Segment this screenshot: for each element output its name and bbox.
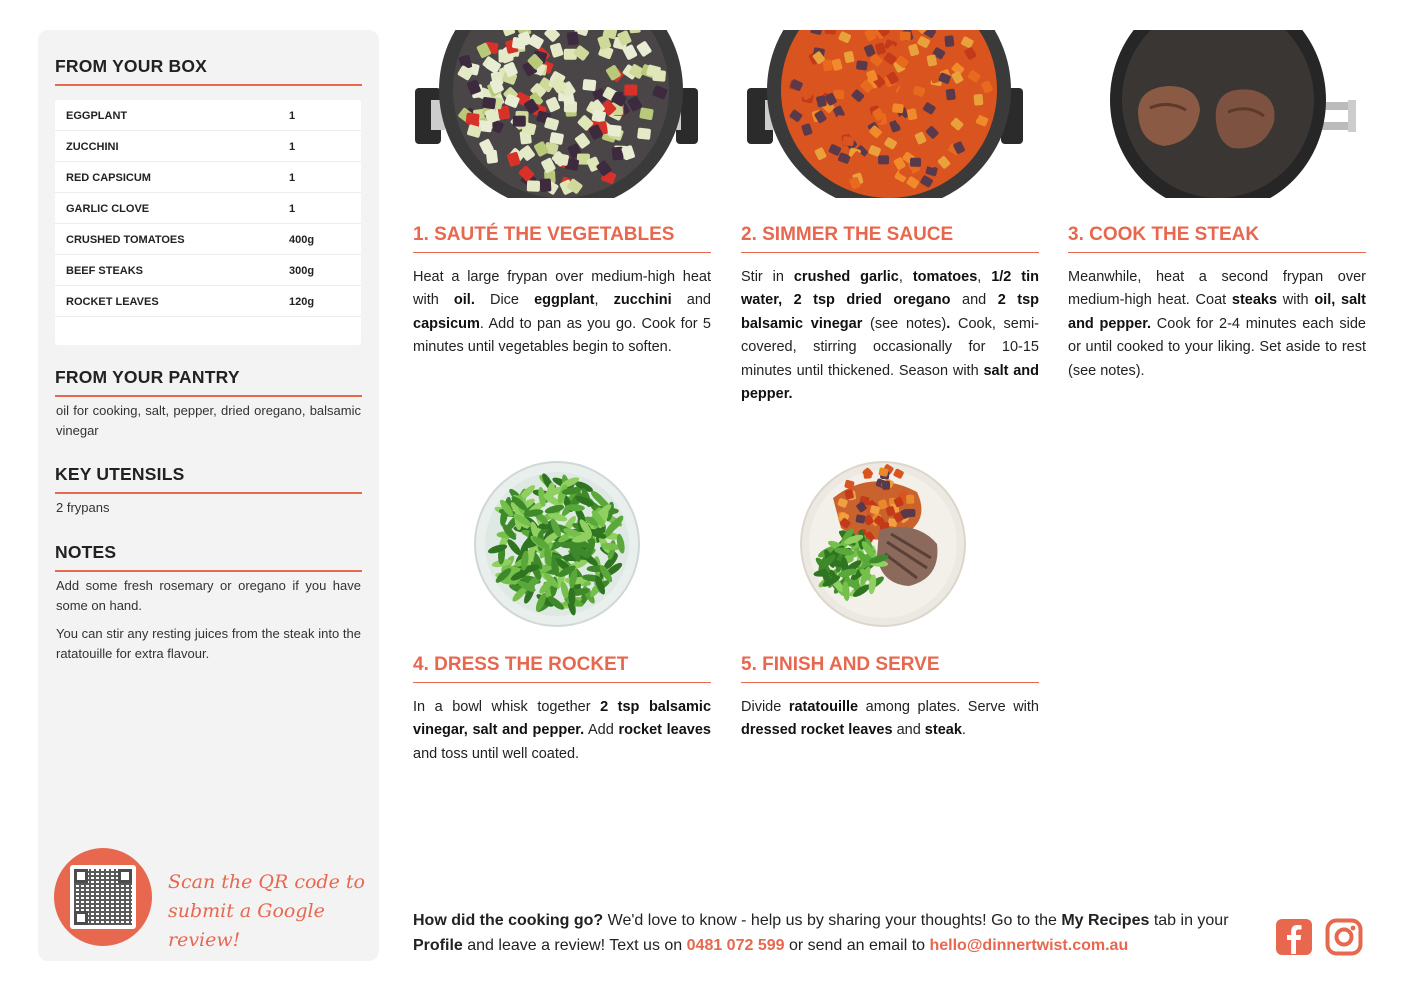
step-4-title: 4. DRESS THE ROCKET — [413, 654, 711, 683]
text-segment: with — [1277, 292, 1315, 309]
text-segment: Stir in — [741, 269, 794, 285]
step-1-title: 1. SAUTÉ THE VEGETABLES — [413, 224, 711, 253]
qr-caption-line-1: Scan the QR code to — [168, 871, 365, 893]
text-segment: Profile — [413, 937, 463, 954]
text-segment: Meanwhile, heat a second frypan over medium-high heat. Coat — [1068, 269, 1366, 309]
box-item-name: ROCKET LEAVES — [66, 296, 159, 308]
text-segment: and — [671, 292, 711, 309]
box-item-row — [55, 162, 361, 193]
text-segment: and toss until well coated. — [413, 745, 580, 762]
box-item-row — [55, 100, 361, 131]
box-item-row — [55, 255, 361, 286]
step-5-title: 5. FINISH AND SERVE — [741, 654, 1039, 683]
text-segment: salt and pepper. — [741, 362, 1040, 403]
box-heading: FROM YOUR BOX — [55, 56, 362, 86]
box-item-qty: 1 — [289, 172, 296, 184]
qr-badge[interactable] — [54, 848, 152, 946]
text-segment: dressed rocket leaves — [741, 722, 893, 739]
text-segment: ratatouille — [788, 699, 859, 715]
qr-caption-line-2: submit a Google review! — [168, 900, 325, 951]
pantry-text: oil for cooking, salt, pepper, dried oregano, balsamic vinegar — [56, 403, 361, 438]
text-segment: tomatoes — [912, 269, 978, 285]
utensils-text: 2 frypans — [56, 500, 110, 515]
box-item-name: CRUSHED TOMATOES — [66, 234, 185, 246]
box-item-qty: 300g — [289, 265, 315, 277]
step-5-image — [741, 458, 1039, 630]
sidebar — [38, 30, 379, 961]
box-item-qty: 120g — [289, 296, 315, 308]
text-segment: Cook, semi-covered, stirring occasionally for 10-15 minutes until thickened. Season with — [741, 315, 1039, 379]
text-segment: , — [594, 292, 614, 309]
text-segment: , — [898, 269, 913, 285]
note-2: You can stir any resting juices from the steak into the ratatouille for extra flavour. — [56, 626, 361, 661]
box-item-row — [55, 131, 361, 162]
text-segment: . Add to pan as you go. Cook for 5 minutes until vegetables begin to soften. — [413, 315, 711, 356]
text-segment: My Recipes — [1061, 912, 1150, 929]
text-segment: 2 tsp balsamic vinegar, salt and pepper. — [413, 699, 712, 739]
step-3-title: 3. COOK THE STEAK — [1068, 224, 1366, 253]
step-1-image — [413, 30, 711, 198]
instagram-icon[interactable] — [1325, 918, 1363, 956]
facebook-icon[interactable] — [1275, 918, 1313, 956]
box-item-name: BEEF STEAKS — [66, 265, 144, 277]
step-4-body — [413, 696, 711, 766]
contact-link[interactable]: hello@dinnertwist.com.au — [929, 937, 1129, 954]
step-2-image — [741, 30, 1039, 198]
text-segment: tab in your — [1149, 912, 1229, 929]
text-segment: . — [946, 315, 951, 332]
text-segment: and — [892, 722, 925, 739]
text-segment: crushed garlic — [793, 269, 899, 285]
text-segment: among plates. Serve with — [858, 699, 1039, 715]
step-5-body — [741, 696, 1039, 743]
text-segment: We'd love to know - help us by sharing your thoughts! Go to the — [603, 912, 1062, 929]
box-item-name: ZUCCHINI — [66, 141, 119, 153]
review-footer — [413, 908, 1263, 958]
text-segment: or send an email to — [784, 937, 930, 954]
utensils-heading: KEY UTENSILS — [55, 464, 362, 494]
step-3-image — [1068, 30, 1366, 198]
text-segment: Heat a large frypan over medium-high heat with — [413, 269, 711, 309]
step-2-body — [741, 266, 1039, 406]
qr-caption — [168, 868, 368, 955]
text-segment: zucchini — [613, 292, 672, 309]
qr-code[interactable] — [70, 865, 136, 929]
step-3-body — [1068, 266, 1366, 383]
text-segment: How did the cooking go? — [413, 912, 604, 929]
text-segment: oil, salt and pepper. — [1068, 292, 1366, 332]
box-item-qty: 400g — [289, 234, 315, 246]
text-segment: oil. — [453, 292, 475, 309]
step-2-title: 2. SIMMER THE SAUCE — [741, 224, 1039, 253]
text-segment: . — [961, 722, 966, 739]
box-item-row — [55, 224, 361, 255]
box-item-row — [55, 286, 361, 317]
box-item-qty: 1 — [289, 141, 296, 153]
contact-link[interactable]: 0481 072 599 — [686, 937, 785, 954]
box-item-qty: 1 — [289, 110, 296, 122]
step-4-image — [413, 458, 711, 630]
text-segment: steak — [924, 722, 962, 739]
text-segment: capsicum — [413, 315, 480, 332]
text-segment: rocket leaves — [618, 722, 712, 739]
text-segment: (see notes) — [862, 315, 947, 332]
text-segment: In a bowl whisk together — [413, 699, 601, 715]
box-item-name: GARLIC CLOVE — [66, 203, 150, 215]
pantry-heading: FROM YOUR PANTRY — [55, 367, 362, 397]
text-segment: Dice — [474, 292, 535, 309]
text-segment: Divide — [741, 699, 789, 715]
box-ingredients-table — [55, 100, 361, 345]
text-segment: Cook for 2-4 minutes each side or until cooked to your liking. Set aside to rest (see notes). — [1068, 315, 1366, 379]
box-item-row — [55, 193, 361, 224]
step-1-body — [413, 266, 711, 360]
text-segment: Add — [584, 722, 619, 739]
note-1: Add some fresh rosemary or oregano if you have some on hand. — [56, 578, 361, 613]
text-segment: 2 tsp balsamic vinegar — [741, 292, 1040, 332]
box-item-qty: 1 — [289, 203, 296, 215]
text-segment: , — [977, 269, 992, 285]
text-segment: steaks — [1231, 292, 1278, 309]
text-segment: eggplant — [534, 292, 595, 309]
box-item-name: RED CAPSICUM — [66, 172, 151, 184]
box-item-name: EGGPLANT — [66, 110, 128, 122]
text-segment: 1/2 tin water, 2 tsp dried oregano — [741, 269, 1039, 309]
notes-heading: NOTES — [55, 542, 362, 572]
text-segment: and — [950, 292, 998, 309]
text-segment: and leave a review! Text us on — [462, 937, 687, 954]
